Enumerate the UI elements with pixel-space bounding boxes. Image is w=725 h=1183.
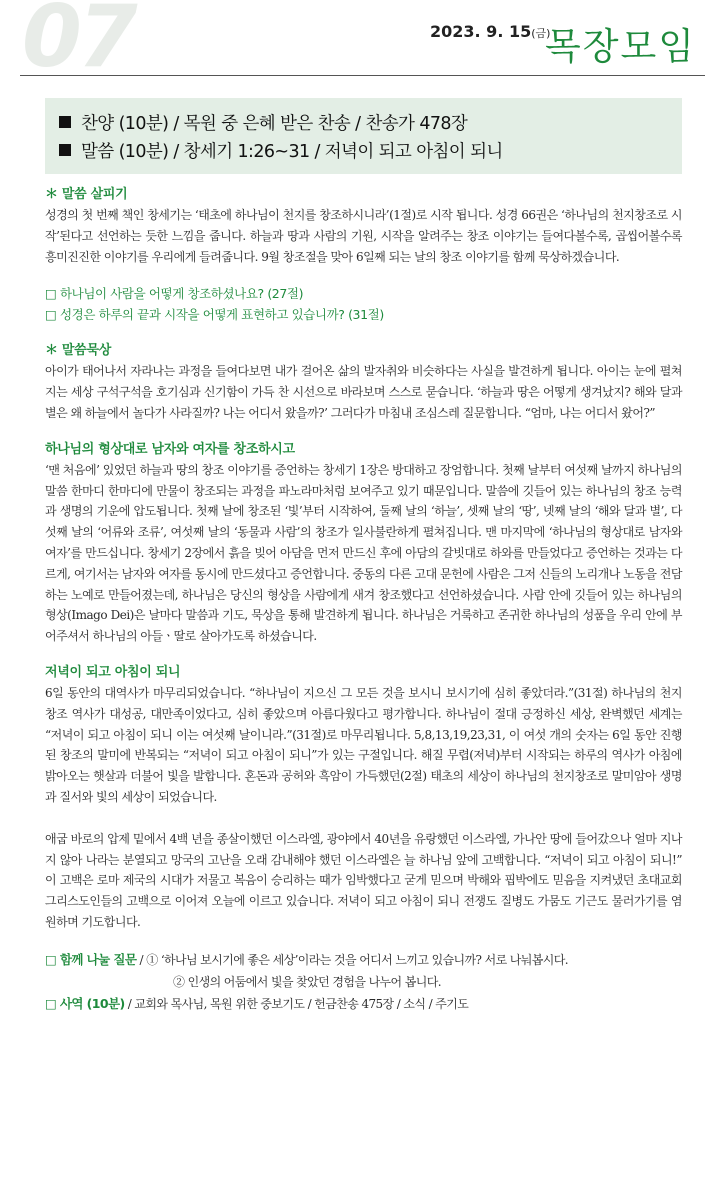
sharing-question-2: ② 인생의 어둠에서 빛을 찾았던 경험을 나누어 봅니다.	[173, 974, 441, 989]
date-day: (금)	[531, 27, 551, 40]
sharing-label: □ 함께 나눌 질문	[45, 951, 137, 967]
overview-heading: ＊ 말씀 살피기	[45, 187, 128, 202]
ministry-label: □ 사역 (10분)	[45, 995, 125, 1011]
sharing-question-1: / ① ‘하나님 보시기에 좋은 세상’이라는 것을 어디서 느끼고 있습니까? 서로 나눠봅시다.	[136, 952, 568, 967]
summary-line-text: 말씀 (10분) / 창세기 1:26~31 / 저녁이 되고 아침이 되니	[81, 142, 503, 162]
meditation-heading: ＊ 말씀묵상	[45, 343, 111, 359]
date-text: 2023. 9. 15	[430, 22, 532, 41]
summary-line-text: 찬양 (10분) / 목원 중 은혜 받은 찬송 / 찬송가 478장	[81, 114, 468, 134]
section2-paragraph: 애굽 바로의 압제 밑에서 4백 년을 종살이했던 이스라엘, 광야에서 40년을 유랑했던 이스라엘, 가나안 땅에 들어갔으나 얼마 지나지 않아 나라는 분열되고 망국의 고난을 오래 감내해야 했던 이스라엘은 늘 하나님 앞에 고백합니다. “저녁이 되고 아침이 되니!” 이 고백은 로마 제국의 시대가 저물고 복음이 승리하는 때가 임박했다고 굳게 믿으며 박해와 핍박에도 믿음을 지켜냈던 초대교회 그리스도인들의 고백으로 이어져 오늘에 이르고 있습니다. 저녁이 되고 아침이 되니 전쟁도 질병도 가뭄도 기근도 물러가기를 염원하며 기도합니다.	[45, 831, 682, 929]
section2-heading: 저녁이 되고 아침이 되니	[45, 664, 181, 680]
question-item: □ 성경은 하루의 끝과 시작을 어떻게 표현하고 있습니까? (31절)	[45, 307, 384, 323]
section1-heading: 하나님의 형상대로 남자와 여자를 창조하시고	[45, 441, 295, 457]
meditation-paragraph: 아이가 태어나서 자라나는 과정을 들여다보면 내가 걸어온 삶의 발자취와 비슷하다는 사실을 발견하게 됩니다. 아이는 눈에 펼쳐지는 세상 구석구석을 호기심과 신기함이 가득 찬 시선으로 바라보며 스스로 묻습니다. ‘하늘과 땅은 어떻게 생겨났지? 해와 달과 별은 왜 하늘에서 놀다가 사라질까? 나는 어디서 왔을까?’ 그러다가 마침내 조심스레 질문합니다. “엄마, 나는 어디서 왔어?”	[45, 364, 682, 420]
page-number: 07	[22, 0, 134, 87]
question-item: □ 하나님이 사람을 어떻게 창조하셨나요? (27절)	[45, 286, 304, 302]
section-title: 목장모임	[545, 25, 696, 68]
ministry-line	[45, 993, 682, 1015]
summary-box	[45, 98, 682, 174]
summary-line	[59, 110, 682, 138]
ministry-text: / 교회와 목사님, 목원 위한 중보기도 / 헌금찬송 475장 / 소식 / 주기도	[124, 996, 469, 1011]
section2-paragraph: 6일 동안의 대역사가 마무리되었습니다. “하나님이 지으신 그 모든 것을 보시니 보시기에 심히 좋았더라.”(31절) 하나님의 천지창조 역사가 대성공, 대만족이었다고, 심히 좋았으며 아름다웠다고 평가합니다. 하나님이 절대 긍정하신 세상, 완벽했던 세계는 “저녁이 되고 아침이 되니 이는 여섯째 날이니라.”(31절)로 마무리됩니다. 5,8,13,19,23,31, 이 여섯 개의 숫자는 6일 동안 진행된 창조의 말미에 반복되는 “저녁이 되고 아침이 되니”가 있는 구절입니다. 해질 무렵(저녁)부터 시작되는 하루의 역사가 아침에 밝아오는 햇살과 더불어 빛을 발합니다. 혼돈과 공허와 흑암이 가득했던(2절) 태초의 세상이 하나님의 천지창조로 말미암아 생명과 질서와 빛의 세상이 되었습니다.	[45, 685, 682, 804]
meeting-date	[430, 22, 550, 41]
square-bullet-icon	[59, 144, 71, 156]
square-bullet-icon	[59, 116, 71, 128]
header-divider	[20, 75, 705, 76]
summary-line	[59, 138, 682, 166]
main-content	[45, 185, 682, 1015]
overview-paragraph: 성경의 첫 번째 책인 창세기는 ‘태초에 하나님이 천지를 창조하시니라’(1절)로 시작 됩니다. 성경 66권은 ‘하나님의 천지창조로 시작’된다고 선언하는 듯한 느낌을 줍니다. 하늘과 땅과 사람의 기원, 시작을 알려주는 창조 이야기는 들여다볼수록, 곱씹어볼수록 흥미진진한 이야기를 우리에게 들려줍니다. 9월 창조절을 맞아 6일째 되는 날의 창조 이야기를 함께 묵상하겠습니다.	[45, 208, 682, 264]
section1-paragraph: ‘맨 처음에’ 있었던 하늘과 땅의 창조 이야기를 증언하는 창세기 1장은 방대하고 장엄합니다. 첫째 날부터 여섯째 날까지 하나님의 말씀 한마디 한마디에 만물이 창조되는 과정을 파노라마처럼 보여주고 있기 때문입니다. 말씀에 깃들어 있는 하나님의 창조 능력과 생명의 기운에 압도됩니다. 첫째 날에 창조된 ‘빛’부터 시작하여, 둘째 날의 ‘하늘’, 셋째 날의 ‘땅’, 넷째 날의 ‘해와 달과 별’, 다섯째 날의 ‘어류와 조류’, 여섯째 날의 ‘동물과 사람’의 창조가 일사불란하게 펼쳐집니다. 맨 마지막에 ‘하나님의 형상대로 남자와 여자’를 만드십니다. 창세기 2장에서 흙을 빚어 아담을 먼저 만드신 후에 아담의 갈빗대로 하와를 만들었다고 증언하는 것과는 다르게, 여기서는 남자와 여자를 동시에 만드셨다고 증언합니다. 중동의 다른 고대 문헌에 사람은 그저 신들의 노리개나 노동을 전담하는 노예로 만들어졌는데, 하나님은 당신의 형상을 사람에게 새겨 창조했다고 선언하셨습니다. 사람 안에 깃들어 있는 하나님의 형상(Imago Dei)은 날마다 말씀과 기도, 묵상을 통해 발견하게 됩니다. 하나님은 거룩하고 존귀한 하나님의 성품을 우리 안에 부어주셔서 하나님의 아들ㆍ딸로 살아가도록 하셨습니다.	[45, 462, 682, 644]
sharing-questions	[45, 949, 682, 971]
